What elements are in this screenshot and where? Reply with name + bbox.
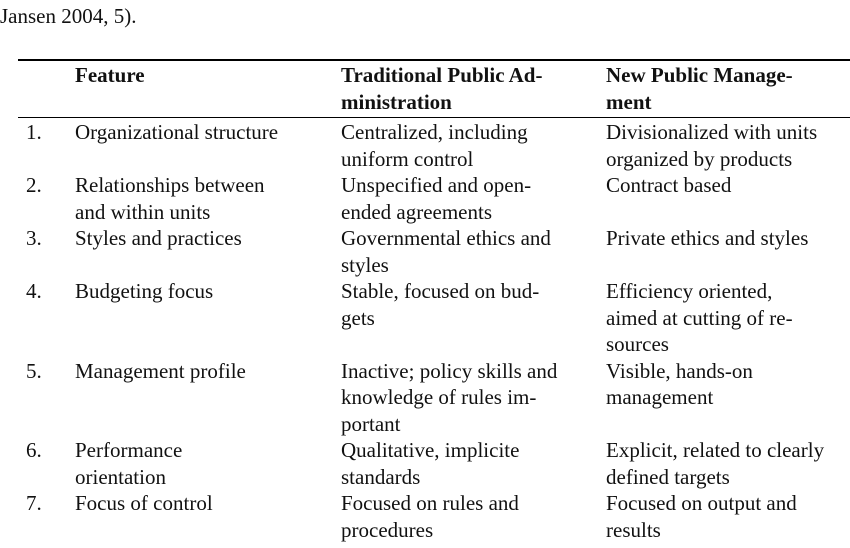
npm-cell-line: management [606,385,714,409]
traditional-cell-line: ended agreements [341,199,493,224]
header-feature-line: Feature [75,63,145,87]
traditional-cell-line: Qualitative, implicite [341,438,520,462]
table-row [0,490,850,543]
traditional-cell-line: standards [341,464,421,489]
feature-cell-line: and within units [75,199,211,224]
table-row [0,358,850,438]
row-number: 7. [26,491,42,515]
npm-cell-line: Explicit, related to clearly [606,438,825,462]
table-row [0,278,850,358]
header-traditional-public-administration-line: ministration [341,89,452,114]
traditional-cell [341,437,603,490]
feature-cell [75,490,337,517]
npm-cell-line: Visible, hands-on [606,358,753,383]
traditional-cell-line: Focused on rules and [341,491,519,515]
row-number: 5. [26,358,42,383]
npm-cell [606,490,850,543]
npm-cell [606,172,850,199]
feature-cell [75,172,337,225]
feature-cell [75,278,337,305]
header-new-public-management-line: ment [606,89,652,114]
table-row [0,437,850,490]
feature-cell-line: orientation [75,464,166,489]
traditional-cell-line: Centralized, including [341,120,528,144]
feature-cell-line: Organizational structure [75,120,279,144]
feature-cell-line: Management profile [75,358,246,383]
traditional-cell-line: Inactive; policy skills and [341,358,558,383]
row-number: 6. [26,438,42,462]
traditional-cell [341,119,603,172]
feature-cell-line: Styles and practices [75,226,242,250]
header-traditional-public-administration-line: Traditional Public Ad- [341,63,543,87]
traditional-cell-line: Unspecified and open- [341,173,532,197]
table-body [0,119,850,543]
header-new-public-management [606,62,850,115]
row-number: 3. [26,226,42,250]
table-row [0,119,850,172]
traditional-cell [341,172,603,225]
traditional-cell-line: knowledge of rules im- [341,385,537,409]
feature-cell [75,119,337,146]
row-number: 2. [26,173,42,197]
npm-cell-line: sources [606,332,669,356]
npm-cell-line: Efficiency oriented, [606,279,773,303]
traditional-cell-line: gets [341,305,375,330]
traditional-cell [341,490,603,543]
table-row [0,172,850,225]
header-traditional-public-administration [341,62,591,115]
feature-cell-line: Performance [75,438,183,462]
header-new-public-management-line: New Public Manage- [606,63,793,87]
traditional-cell-line: portant [341,411,401,436]
npm-cell [606,278,850,358]
header-feature [75,62,325,89]
npm-cell [606,225,850,252]
traditional-cell-line: styles [341,252,389,277]
npm-cell-line: aimed at cutting of re- [606,305,793,330]
npm-cell-line: Focused on output and [606,491,797,515]
table-row [0,225,850,278]
feature-cell [75,437,337,490]
table-header-rule [18,117,850,118]
traditional-cell-line: uniform control [341,146,474,171]
npm-cell [606,119,850,172]
traditional-cell [341,358,603,438]
feature-cell [75,225,337,252]
table-top-rule [18,59,850,61]
npm-cell-line: Contract based [606,173,732,197]
traditional-cell-line: procedures [341,517,434,542]
traditional-cell-line: Stable, focused on bud- [341,279,540,303]
feature-cell-line: Budgeting focus [75,279,214,303]
feature-cell-line: Focus of control [75,491,213,515]
npm-cell-line: results [606,517,661,542]
npm-cell-line: Divisionalized with units [606,120,818,144]
feature-cell-line: Relationships between [75,173,265,197]
table-header-row [0,62,850,116]
traditional-cell [341,278,603,331]
feature-cell [75,358,337,385]
traditional-cell [341,225,603,278]
npm-cell [606,437,850,490]
npm-cell-line: Private ethics and styles [606,226,809,250]
npm-cell-line: defined targets [606,464,730,489]
npm-cell-line: organized by products [606,146,793,171]
npm-cell [606,358,850,411]
caption-text: Jansen 2004, 5). [0,4,137,28]
traditional-cell-line: Governmental ethics and [341,226,551,250]
row-number: 1. [26,120,42,144]
row-number: 4. [26,279,42,303]
